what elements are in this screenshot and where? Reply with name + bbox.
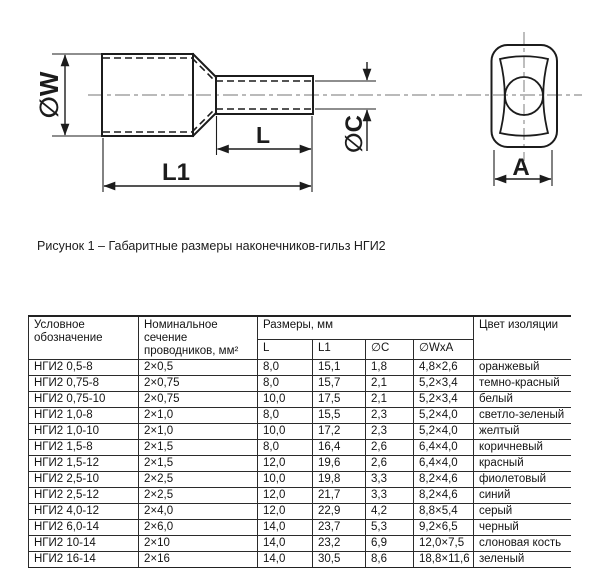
dim-label-a: A [512, 154, 530, 181]
table-cell: 8,0 [258, 360, 313, 376]
table-cell: 2,6 [366, 440, 414, 456]
table-cell: 2×0,5 [139, 360, 258, 376]
table-cell: 15,1 [313, 360, 366, 376]
table-row [29, 392, 571, 408]
table-cell: 10,0 [258, 424, 313, 440]
table-row [29, 552, 571, 568]
table-cell: 1,8 [366, 360, 414, 376]
dim-label-l: L [255, 122, 271, 148]
table-cell: 5,2×4,0 [414, 424, 474, 440]
ferrule-dimension-drawing [0, 0, 602, 232]
table-cell: 2×16 [139, 552, 258, 568]
table-cell: 14,0 [258, 552, 313, 568]
table-row [29, 360, 571, 376]
table-cell: 3,3 [366, 488, 414, 504]
table-cell: НГИ2 10-14 [29, 536, 139, 552]
table-cell: 4,8×2,6 [414, 360, 474, 376]
col-header-l: L [258, 339, 313, 359]
table-cell: 3,3 [366, 472, 414, 488]
table-cell: 14,0 [258, 520, 313, 536]
table-cell: слоновая кость [474, 536, 571, 552]
table-cell: 2,1 [366, 376, 414, 392]
table-cell: оранжевый [474, 360, 571, 376]
table-cell: 8,0 [258, 376, 313, 392]
table-cell: темно-красный [474, 376, 571, 392]
ferrule-section-view [492, 32, 558, 161]
col-header-wxa: ∅WxA [414, 339, 474, 359]
col-header-c: ∅C [366, 339, 414, 359]
table-cell: 19,6 [313, 456, 366, 472]
table-row [29, 440, 571, 456]
table-cell: 8,2×4,6 [414, 472, 474, 488]
table-cell: 2,3 [366, 424, 414, 440]
table-cell: 14,0 [258, 536, 313, 552]
table-cell: 8,8×5,4 [414, 504, 474, 520]
table-cell: 12,0 [258, 488, 313, 504]
table-cell: 2×1,0 [139, 408, 258, 424]
table-cell: НГИ2 6,0-14 [29, 520, 139, 536]
table-cell: белый [474, 392, 571, 408]
table-cell: серый [474, 504, 571, 520]
dimension-a [494, 150, 552, 186]
table-cell: НГИ2 4,0-12 [29, 504, 139, 520]
table-cell: фиолетовый [474, 472, 571, 488]
table-cell: 12,0 [258, 504, 313, 520]
table-cell: 15,5 [313, 408, 366, 424]
table-cell: 2×0,75 [139, 376, 258, 392]
table-cell: 12,0 [258, 456, 313, 472]
table-cell: 2×6,0 [139, 520, 258, 536]
col-header-designation: Условное обозначение [29, 316, 139, 360]
table-cell: 2×2,5 [139, 488, 258, 504]
table-cell: 5,2×3,4 [414, 392, 474, 408]
table-cell: 2×4,0 [139, 504, 258, 520]
table-row [29, 376, 571, 392]
table-cell: 8,2×4,6 [414, 488, 474, 504]
table-cell: 17,2 [313, 424, 366, 440]
dim-label-c: ∅C [341, 115, 368, 153]
table-cell: 22,9 [313, 504, 366, 520]
table-cell: коричневый [474, 440, 571, 456]
dimension-l [217, 116, 313, 192]
table-cell: светло-зеленый [474, 408, 571, 424]
table-cell: НГИ2 0,75-8 [29, 376, 139, 392]
table-row [29, 520, 571, 536]
table-row [29, 456, 571, 472]
table-cell: 2,6 [366, 456, 414, 472]
table-cell: 2×0,75 [139, 392, 258, 408]
table-cell: 17,5 [313, 392, 366, 408]
table-cell: 4,2 [366, 504, 414, 520]
table-cell: НГИ2 16-14 [29, 552, 139, 568]
table-cell: 2×10 [139, 536, 258, 552]
table-cell: 2×1,5 [139, 440, 258, 456]
col-header-color: Цвет изоляции [474, 316, 571, 360]
table-cell: 8,0 [258, 440, 313, 456]
dimensions-table [28, 315, 571, 568]
table-cell: НГИ2 2,5-10 [29, 472, 139, 488]
table-row [29, 408, 571, 424]
figure-caption: Рисунок 1 – Габаритные размеры наконечников-гильз НГИ2 [37, 239, 386, 253]
table-cell: 5,2×3,4 [414, 376, 474, 392]
table-cell: 23,7 [313, 520, 366, 536]
table-cell: синий [474, 488, 571, 504]
table-cell: 19,8 [313, 472, 366, 488]
table-header [29, 316, 571, 360]
table-cell: зеленый [474, 552, 571, 568]
table-cell: 8,6 [366, 552, 414, 568]
table-cell: 15,7 [313, 376, 366, 392]
table-cell: 2,1 [366, 392, 414, 408]
table-cell: 5,3 [366, 520, 414, 536]
col-header-section: Номинальное сечение проводников, мм² [139, 316, 258, 360]
table-cell: 5,2×4,0 [414, 408, 474, 424]
table-row [29, 472, 571, 488]
table-row [29, 504, 571, 520]
table-cell: НГИ2 1,0-10 [29, 424, 139, 440]
col-header-l1: L1 [313, 339, 366, 359]
table-cell: 21,7 [313, 488, 366, 504]
table-cell: НГИ2 2,5-12 [29, 488, 139, 504]
dimension-c [315, 62, 376, 153]
table-cell: 10,0 [258, 472, 313, 488]
table-cell: 6,9 [366, 536, 414, 552]
dim-label-l1: L1 [161, 159, 191, 186]
table-cell: 2×1,5 [139, 456, 258, 472]
table-cell: 23,2 [313, 536, 366, 552]
table-cell: НГИ2 1,5-12 [29, 456, 139, 472]
table-cell: НГИ2 1,0-8 [29, 408, 139, 424]
table-cell: 18,8×11,6 [414, 552, 474, 568]
table-cell: НГИ2 1,5-8 [29, 440, 139, 456]
table-cell: 6,4×4,0 [414, 440, 474, 456]
table-cell: черный [474, 520, 571, 536]
dim-label-w: ∅W [34, 71, 64, 119]
table-cell: 6,4×4,0 [414, 456, 474, 472]
col-header-dimensions-group: Размеры, мм [258, 316, 474, 339]
table-row [29, 424, 571, 440]
table-row [29, 488, 571, 504]
table-cell: 8,0 [258, 408, 313, 424]
table-cell: 2×1,0 [139, 424, 258, 440]
table-cell: 10,0 [258, 392, 313, 408]
dimension-l1 [103, 138, 311, 192]
table-cell: 16,4 [313, 440, 366, 456]
table-cell: 2,3 [366, 408, 414, 424]
table-cell: 2×2,5 [139, 472, 258, 488]
table-body [29, 360, 571, 568]
table-cell: 12,0×7,5 [414, 536, 474, 552]
table-cell: 30,5 [313, 552, 366, 568]
table-cell: 9,2×6,5 [414, 520, 474, 536]
table-cell: НГИ2 0,75-10 [29, 392, 139, 408]
table-row [29, 536, 571, 552]
table-cell: красный [474, 456, 571, 472]
table-cell: НГИ2 0,5-8 [29, 360, 139, 376]
table-cell: желтый [474, 424, 571, 440]
